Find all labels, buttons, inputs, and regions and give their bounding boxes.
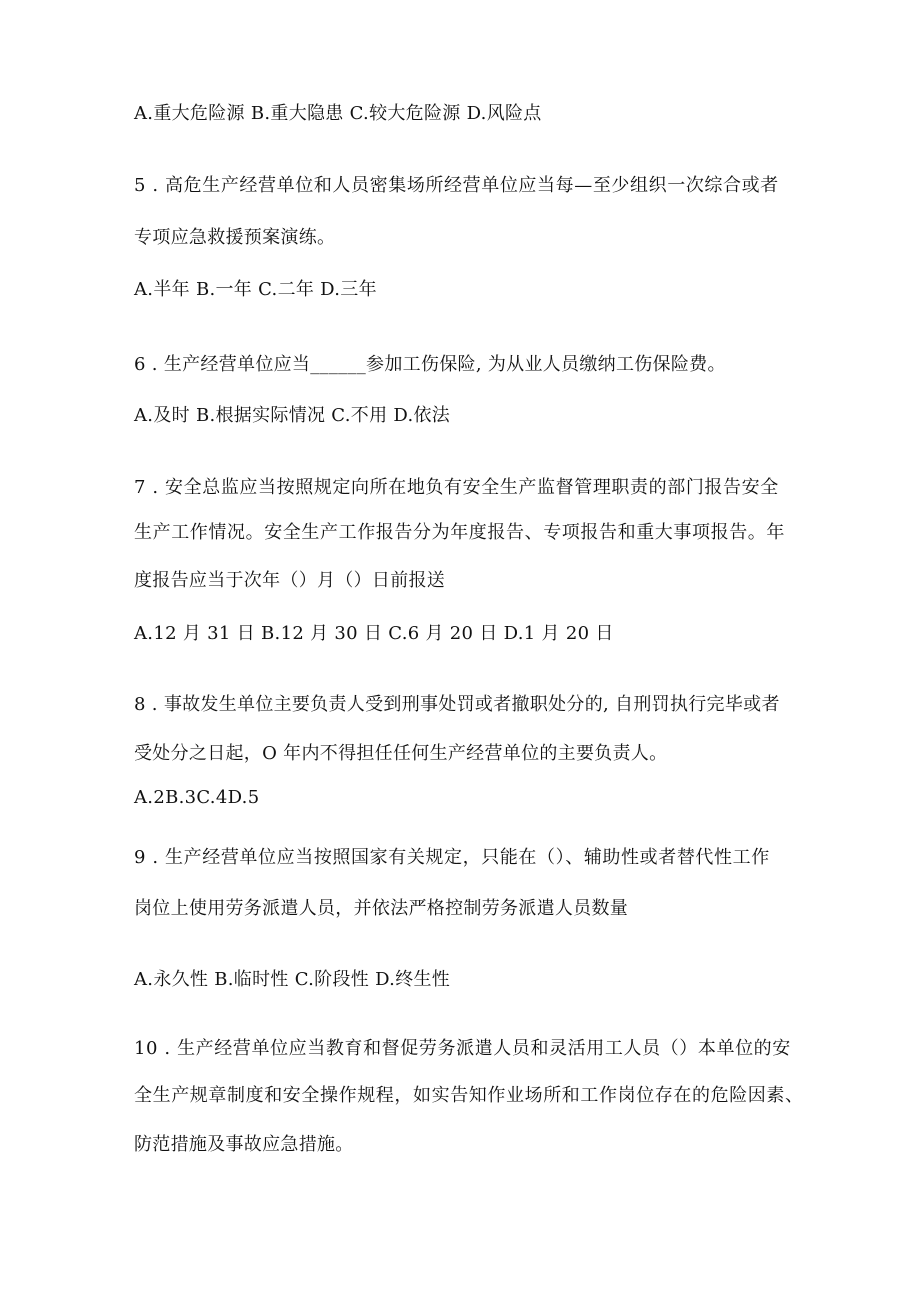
q6-text: 6 . 生产经营单位应当______参加工伤保险, 为从业人员缴纳工伤保险费。: [134, 354, 726, 375]
q9-text-line-2: 岗位上使用劳务派遣人员，并依法严格控制劳务派遣人员数量: [134, 898, 629, 919]
q8-text-line-2: 受处分之日起，O 年内不得担任任何生产经营单位的主要负责人。: [134, 743, 668, 764]
q7-text-line-1: 7 . 安全总监应当按照规定向所在地负有安全生产监督管理职责的部门报告安全: [134, 477, 779, 498]
q5-text-line-1: 5 . 高危生产经营单位和人员密集场所经营单位应当每—至少组织一次综合或者: [134, 175, 779, 196]
q8-options: A.2B.3C.4D.5: [134, 787, 260, 808]
q10-text-line-2: 全生产规章制度和安全操作规程，如实告知作业场所和工作岗位存在的危险因素、: [134, 1085, 804, 1106]
q10-text-line-3: 防范措施及事故应急措施。: [134, 1134, 354, 1155]
q7-text-line-3: 度报告应当于次年（）月（）日前报送: [134, 570, 446, 591]
q5-text-line-2: 专项应急救援预案演练。: [134, 227, 336, 248]
q9-text-line-1: 9 . 生产经营单位应当按照国家有关规定，只能在（）、辅助性或者替代性工作: [134, 847, 770, 868]
q7-text-line-2: 生产工作情况。安全生产工作报告分为年度报告、专项报告和重大事项报告。年: [134, 522, 785, 543]
q8-text-line-1: 8 . 事故发生单位主要负责人受到刑事处罚或者撤职处分的, 自刑罚执行完毕或者: [134, 694, 780, 715]
q5-options: A.半年 B.一年 C.二年 D.三年: [134, 279, 377, 300]
q7-options: A.12 月 31 日 B.12 月 30 日 C.6 月 20 日 D.1 月 20 日: [134, 623, 614, 644]
q4-options: A.重大危险源 B.重大隐患 C.较大危险源 D.风险点: [134, 103, 542, 124]
q6-options: A.及时 B.根据实际情况 C.不用 D.依法: [134, 405, 451, 426]
q9-options: A.永久性 B.临时性 C.阶段性 D.终生性: [134, 969, 451, 990]
q10-text-line-1: 10 . 生产经营单位应当教育和督促劳务派遣人员和灵活用工人员（）本单位的安: [134, 1038, 791, 1059]
